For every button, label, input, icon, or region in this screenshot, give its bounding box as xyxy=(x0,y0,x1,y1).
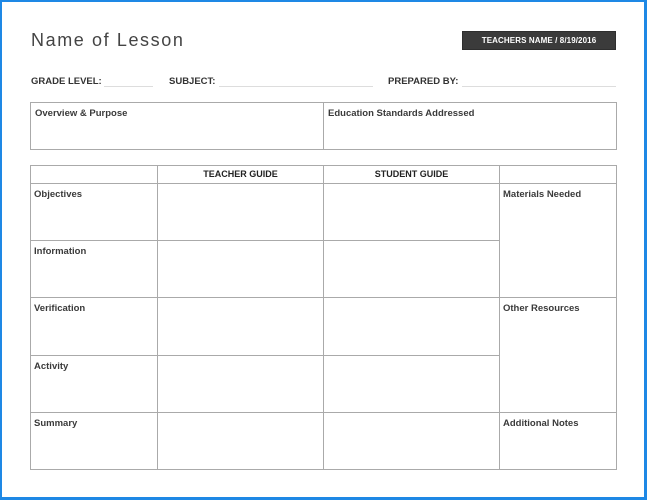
row-activity xyxy=(31,356,157,412)
student-information-cell[interactable] xyxy=(324,241,499,297)
teacher-verification-cell[interactable] xyxy=(158,298,323,355)
student-verification-cell[interactable] xyxy=(324,298,499,355)
column-header-student-guide: STUDENT GUIDE xyxy=(374,169,449,179)
row-label-verification: Verification xyxy=(34,303,86,314)
row-label-activity: Activity xyxy=(34,361,69,372)
teacher-activity-cell[interactable] xyxy=(158,356,323,412)
subject-label: SUBJECT: xyxy=(169,76,216,87)
student-summary-cell[interactable] xyxy=(324,413,499,469)
row-label-summary: Summary xyxy=(34,418,78,429)
overview-purpose-cell[interactable] xyxy=(31,103,323,149)
teacher-date-badge[interactable]: TEACHERS NAME / 8/19/2016 xyxy=(462,31,616,50)
row-verification xyxy=(31,298,157,355)
row-information xyxy=(31,241,157,297)
materials-needed-label: Materials Needed xyxy=(503,189,582,200)
prepared-by-field[interactable] xyxy=(462,86,616,87)
teacher-summary-cell[interactable] xyxy=(158,413,323,469)
row-label-objectives: Objectives xyxy=(34,189,83,200)
grade-level-field[interactable] xyxy=(104,86,153,87)
row-summary xyxy=(31,413,157,469)
overview-purpose-label: Overview & Purpose xyxy=(35,108,128,119)
row-label-information: Information xyxy=(34,246,87,257)
additional-notes-label: Additional Notes xyxy=(503,418,579,429)
teacher-objectives-cell[interactable] xyxy=(158,184,323,240)
education-standards-label: Education Standards Addressed xyxy=(328,108,475,119)
materials-needed-cell[interactable] xyxy=(500,184,616,297)
lesson-title[interactable]: Name of Lesson xyxy=(31,30,185,50)
prepared-by-label: PREPARED BY: xyxy=(388,76,459,87)
education-standards-cell[interactable] xyxy=(324,103,616,149)
other-resources-cell[interactable] xyxy=(500,298,616,412)
other-resources-label: Other Resources xyxy=(503,303,580,314)
row-objectives xyxy=(31,184,157,240)
column-header-blank xyxy=(31,165,157,183)
student-objectives-cell[interactable] xyxy=(324,184,499,240)
column-header-teacher-guide: TEACHER GUIDE xyxy=(203,169,278,179)
grade-level-label: GRADE LEVEL: xyxy=(31,76,102,87)
student-activity-cell[interactable] xyxy=(324,356,499,412)
subject-field[interactable] xyxy=(219,86,373,87)
additional-notes-cell[interactable] xyxy=(500,413,616,469)
teacher-information-cell[interactable] xyxy=(158,241,323,297)
column-header-blank-right xyxy=(500,165,616,183)
